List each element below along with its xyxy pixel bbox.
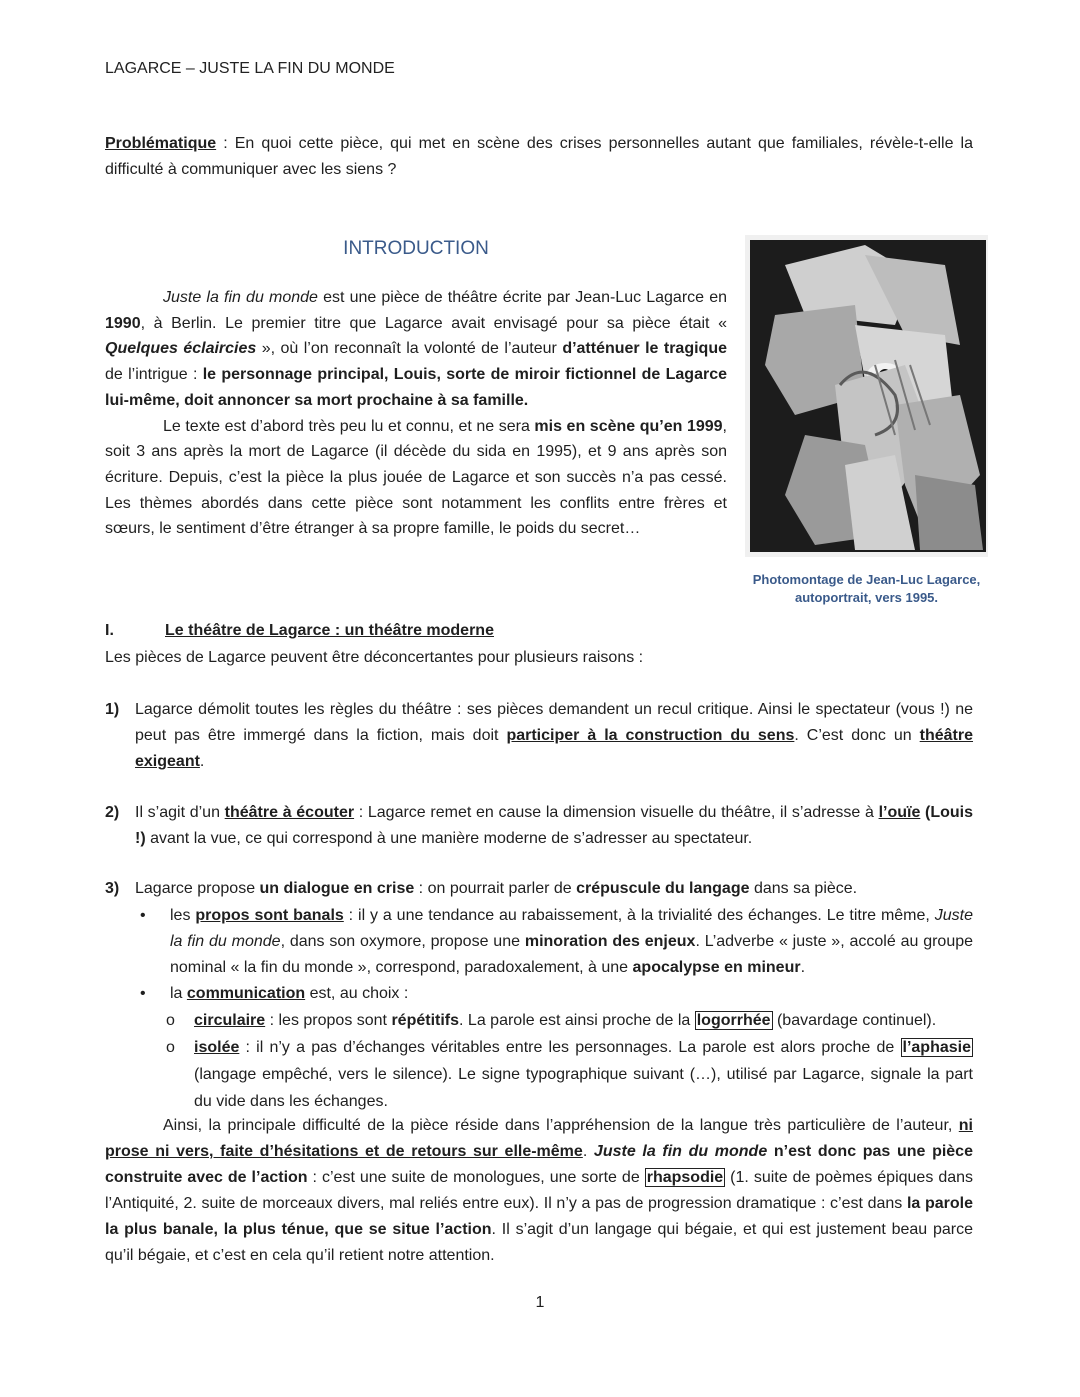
text-run: Juste la fin du monde: [593, 1143, 768, 1160]
sub-bullet-icon: o: [166, 1039, 175, 1056]
text-run: d’atténuer le tragique: [562, 340, 727, 358]
bullet-text: [170, 903, 973, 981]
text-run: mis en scène qu’en 1999: [534, 417, 723, 435]
text-run: est, au choix :: [305, 985, 409, 1002]
text-run: .: [800, 959, 806, 976]
text-run: : c’est une suite de monologues, une sorte de: [307, 1169, 645, 1186]
introduction-body: [105, 285, 727, 542]
list-item-2: [105, 800, 973, 852]
text-run: le personnage principal, Louis, sorte de miroir fictionnel de Lagarce lui-même, doit annoncer sa mort prochaine à sa famille.: [105, 366, 727, 409]
list-item-text: [135, 697, 973, 775]
text-run: : il n’y a pas d’échanges véritables entre les personnages. La parole est alors proche de: [239, 1039, 901, 1056]
text-run: . La parole est ainsi proche de la: [459, 1012, 695, 1029]
text-run: Lagarce démolit toutes les règles du théâtre : ses pièces demandent un recul critique. Ainsi le spectateur (vous !) ne peut pas être immergé dans la fiction, mais doit: [135, 701, 973, 744]
page-number: 1: [535, 1294, 545, 1311]
text-run: (1. suite de poèmes épiques dans l’Antiquité, 2. suite de morceaux divers, mal reliés entre eux). Il n’y a pas de progression dramatique : c’est dans: [105, 1169, 974, 1212]
list-item-number: 3): [105, 880, 120, 897]
bullet-icon: •: [140, 985, 146, 1002]
photo-caption: Photomontage de Jean-Luc Lagarce, autoportrait, vers 1995.: [752, 572, 981, 605]
text-run: 1990: [105, 314, 141, 332]
text-run: l’ouïe: [878, 804, 921, 821]
text-run: .: [582, 1143, 594, 1160]
text-run: ni prose ni vers, faite d’hésitations et de retours sur elle-même: [105, 1117, 973, 1160]
sub-bullet-item-1: [166, 1007, 973, 1034]
intro-paragraph-2: [105, 414, 727, 543]
sub-bullet-text: [194, 1034, 973, 1115]
text-run: un dialogue en crise: [259, 880, 415, 897]
problematique-text: : En quoi cette pièce, qui met en scène des crises personnelles autant que familiales, révèle-t-elle la difficulté à communiquer avec les siens ?: [105, 135, 973, 178]
text-run: théâtre à écouter: [224, 804, 355, 821]
section-title: [105, 622, 494, 640]
conclusion-paragraph: [105, 1113, 973, 1269]
text-run: minoration des enjeux: [524, 933, 696, 950]
problematique: [105, 131, 973, 183]
sub-bullet-icon: o: [166, 1012, 175, 1029]
text-run: (Louis !): [135, 804, 974, 847]
intro-paragraph-1: [105, 285, 727, 414]
text-run: Il s’agit d’un: [135, 804, 225, 821]
bullet-item-1: [140, 903, 973, 981]
photomontage-image: [745, 235, 988, 557]
list-item-number: 1): [105, 701, 120, 718]
text-run: de l’intrigue :: [105, 366, 203, 384]
list-item-text: [135, 800, 973, 852]
list-item-1: [105, 697, 973, 775]
text-run: : les propos sont: [265, 1012, 392, 1029]
boxed-term: l’aphasie: [902, 1039, 971, 1056]
text-run: théâtre exigeant: [135, 727, 974, 770]
text-run: : on pourrait parler de: [414, 880, 577, 897]
boxed-term: logorrhée: [696, 1012, 771, 1029]
text-run: : Lagarce remet en cause la dimension visuelle du théâtre, il s’adresse à: [354, 804, 879, 821]
list-item-3: [105, 876, 973, 902]
text-run: : il y a une tendance au rabaissement, à la trivialité des échanges. Le titre même,: [343, 907, 935, 924]
text-run: avant la vue, ce qui correspond à une manière moderne de s’adresser au spectateur.: [145, 830, 753, 847]
list-item-number: 2): [105, 804, 120, 821]
text-run: la: [170, 985, 187, 1002]
text-run: n’est donc pas une pièce construite avec de l’action: [105, 1143, 973, 1186]
text-run: , dans son oxymore, propose une: [280, 933, 525, 950]
section-number: I.: [105, 622, 114, 639]
text-run: les: [170, 907, 196, 924]
text-run: , soit 3 ans après la mort de Lagarce (il décède du sida en 1995), et 9 ans après son écriture. Depuis, c’est la pièce la plus jouée de Lagarce et son succès n’a pas cessé. Les thèmes abordés dans cette pièce sont notamment les conflits entre frères et sœurs, le sentiment d’être étranger à sa propre famille, le poids du secret…: [105, 417, 727, 538]
text-run: .: [199, 753, 205, 770]
text-run: . Il s’agit d’un langage qui bégaie, et qui est justement beau parce qu’il bégaie, et c’est en cela qu’il retient notre attention.: [105, 1221, 974, 1264]
text-run: dans sa pièce.: [749, 880, 858, 897]
text-run: participer à la construction du sens: [506, 727, 795, 744]
text-run: Juste la fin du monde: [163, 289, 318, 306]
text-run: . C’est donc un: [794, 727, 920, 744]
sub-bullet-text: [194, 1007, 973, 1034]
text-run: Quelques éclaircies: [105, 340, 257, 358]
text-run: , à Berlin. Le premier titre que Lagarce avait envisagé pour sa pièce était «: [140, 314, 727, 332]
text-run: crépuscule du langage: [576, 880, 750, 897]
text-run: répétitifs: [391, 1012, 460, 1029]
text-run: est une pièce de théâtre écrite par Jean-Luc Lagarce en: [317, 289, 728, 306]
bullet-icon: •: [140, 907, 146, 924]
text-run: Juste la fin du monde: [170, 907, 973, 950]
text-run: [767, 1143, 774, 1160]
text-run: la parole la plus banale, la plus ténue, que se situe l’action: [105, 1195, 973, 1238]
section-intro: Les pièces de Lagarce peuvent être déconcertantes pour plusieurs raisons :: [105, 649, 644, 666]
boxed-term: rhapsodie: [646, 1169, 724, 1186]
text-run: Le texte est d’abord très peu lu et connu, et ne sera: [163, 417, 535, 435]
text-run: », où l’on reconnaît la volonté de l’auteur: [256, 340, 563, 358]
text-run: communication: [186, 985, 306, 1002]
text-run: isolée: [194, 1039, 240, 1056]
text-run: (langage empêché, vers le silence). Le signe typographique suivant (…), utilisé par Lagarce, signale la part du vide dans les échanges.: [194, 1066, 973, 1110]
sub-bullet-item-2: [166, 1034, 973, 1115]
list-item-text: [135, 876, 973, 902]
text-run: apocalypse en mineur: [632, 959, 801, 976]
problematique-label: Problématique: [105, 135, 217, 152]
text-run: Ainsi, la principale difficulté de la pièce réside dans l’appréhension de la langue très particulière de l’auteur,: [163, 1117, 959, 1134]
section-title-text: Le théâtre de Lagarce : un théâtre moderne: [165, 622, 494, 639]
page-header: LAGARCE – JUSTE LA FIN DU MONDE: [105, 60, 395, 77]
bullet-text: [170, 981, 973, 1007]
text-run: propos sont banals: [195, 907, 344, 924]
bullet-item-2: [140, 981, 973, 1007]
text-run: (bavardage continuel).: [772, 1012, 937, 1029]
text-run: Lagarce propose: [135, 880, 260, 897]
introduction-title: INTRODUCTION: [343, 238, 489, 259]
text-run: circulaire: [194, 1012, 266, 1029]
text-run: . L’adverbe « juste », accolé au groupe nominal « la fin du monde », correspond, paradoxalement, à une: [170, 933, 974, 976]
